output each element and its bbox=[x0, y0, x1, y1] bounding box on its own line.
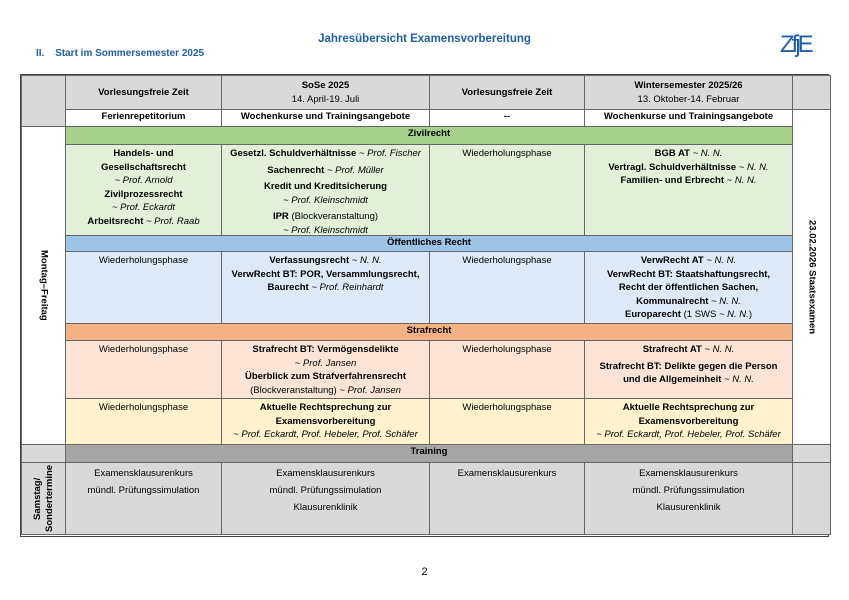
strafrecht-col2 bbox=[221, 340, 430, 399]
strafrecht-col4 bbox=[584, 340, 793, 399]
course-title: Kommunalrecht bbox=[636, 295, 709, 307]
training-col1 bbox=[65, 462, 222, 535]
training-item: Examensklausurenkurs bbox=[276, 468, 375, 479]
zivilrecht-col4 bbox=[584, 144, 793, 236]
lecturer: ~ Prof. Eckardt, Prof. Hebeler, Prof. Schäfer bbox=[596, 429, 781, 440]
rechtsprechung-col3: Wiederholungsphase bbox=[429, 398, 585, 445]
training-col4 bbox=[584, 462, 793, 535]
header-right-corner bbox=[792, 75, 831, 110]
course-title: BGB AT bbox=[654, 148, 690, 159]
training-col2 bbox=[221, 462, 430, 535]
course-title: Zivilprozessrecht bbox=[104, 188, 183, 200]
course-title: Examensvorbereitung bbox=[638, 415, 739, 427]
course-title: Handels- und bbox=[113, 148, 174, 159]
side-label-weekend-text: Samstag/ Sondertermine bbox=[31, 464, 55, 533]
lecturer: ~ N. N. bbox=[718, 309, 749, 320]
lecturer: ~ N. N. bbox=[704, 344, 735, 355]
header-col4 bbox=[584, 75, 793, 110]
lecturer: ~ Prof. Jansen bbox=[294, 357, 357, 369]
band-training: Training bbox=[65, 444, 793, 463]
header-col1: Vorlesungsfreie Zeit bbox=[65, 75, 222, 110]
zivilrecht-col1 bbox=[65, 144, 222, 236]
training-right-empty bbox=[792, 462, 831, 535]
course-title: Überblick zum Strafverfahrensrecht bbox=[244, 371, 407, 382]
training-item: Examensklausurenkurs bbox=[639, 468, 738, 479]
training-item: Klausurenklinik bbox=[293, 502, 358, 513]
document-title: Jahresübersicht Examensvorbereitung bbox=[318, 33, 531, 45]
subheader-col1: Ferienrepetitorium bbox=[65, 109, 222, 127]
lecturer: ~ N. N. bbox=[738, 161, 769, 173]
zfje-logo bbox=[780, 26, 814, 58]
subheader-col2: Wochenkurse und Trainingsangebote bbox=[221, 109, 430, 127]
course-title: Gesellschaftsrecht bbox=[100, 161, 186, 173]
course-note: (Blockveranstaltung) bbox=[291, 211, 379, 222]
course-title: Kredit und Kreditsicherung bbox=[264, 181, 387, 192]
course-title: Strafrecht BT: Vermögensdelikte bbox=[252, 344, 399, 355]
course-note: ) bbox=[748, 309, 752, 320]
side-label-weekend bbox=[21, 462, 66, 535]
lecturer: ~ Prof. Arnold bbox=[114, 175, 173, 186]
oeffentliches-recht-col4 bbox=[584, 251, 793, 324]
band-zivilrecht: Zivilrecht bbox=[65, 126, 793, 145]
lecturer: ~ Prof. Kleinschmidt bbox=[283, 224, 368, 236]
course-title: Baurecht bbox=[267, 282, 309, 293]
overview-table bbox=[20, 74, 829, 537]
side-label-weekday-text: Montag–Freitag bbox=[38, 250, 50, 321]
header-col2-title: SoSe 2025 bbox=[301, 80, 350, 91]
course-title: Examensvorbereitung bbox=[275, 415, 376, 427]
course-title: Recht der öffentlichen Sachen, bbox=[618, 282, 759, 293]
course-title: Aktuelle Rechtsprechung zur bbox=[259, 402, 392, 413]
training-item: mündl. Prüfungssimulation bbox=[632, 485, 745, 496]
header-col3: Vorlesungsfreie Zeit bbox=[429, 75, 585, 110]
band-oeffentliches-recht: Öffentliches Recht bbox=[65, 235, 793, 252]
training-right-corner bbox=[792, 444, 831, 463]
lecturer: ~ N. N. bbox=[692, 148, 723, 159]
lecturer: ~ N. N. bbox=[351, 255, 382, 266]
corner-cell bbox=[21, 75, 66, 127]
side-label-exam bbox=[792, 109, 831, 445]
course-title: VerwRecht BT: POR, Versammlungsrecht, bbox=[231, 268, 420, 280]
header-col4-title: Wintersemester 2025/26 bbox=[634, 80, 743, 91]
training-item: mündl. Prüfungssimulation bbox=[269, 485, 382, 496]
zivilrecht-col3: Wiederholungsphase bbox=[429, 144, 585, 236]
course-title: VerwRecht AT bbox=[640, 255, 704, 266]
lecturer: ~ Prof. Kleinschmidt bbox=[283, 194, 368, 206]
lecturer: ~ Prof. Eckardt, Prof. Hebeler, Prof. Schäfer bbox=[233, 429, 418, 440]
strafrecht-col3: Wiederholungsphase bbox=[429, 340, 585, 399]
subheader-col3: -- bbox=[429, 109, 585, 127]
header-col2 bbox=[221, 75, 430, 110]
rechtsprechung-col1: Wiederholungsphase bbox=[65, 398, 222, 445]
course-title: Strafrecht AT bbox=[642, 344, 702, 355]
training-left-corner bbox=[21, 444, 66, 463]
course-title: Strafrecht BT: Delikte gegen die Person bbox=[599, 360, 778, 372]
course-title: Gesetzl. Schuldverhältnisse bbox=[230, 148, 357, 159]
lecturer: ~ Prof. Raab bbox=[146, 215, 200, 227]
course-title: IPR bbox=[272, 211, 289, 222]
strafrecht-col1: Wiederholungsphase bbox=[65, 340, 222, 399]
course-title: Familien- und Erbrecht bbox=[620, 175, 724, 186]
lecturer: ~ Prof. Jansen bbox=[339, 384, 401, 396]
training-item: Klausurenklinik bbox=[656, 502, 721, 513]
section-number: II. bbox=[36, 48, 45, 59]
course-title: Verfassungsrecht bbox=[269, 255, 350, 266]
lecturer: ~ N. N. bbox=[711, 295, 741, 307]
training-item: Examensklausurenkurs bbox=[457, 468, 557, 479]
course-title: Sachenrecht bbox=[267, 164, 325, 176]
lecturer: ~ Prof. Eckardt bbox=[111, 202, 176, 213]
training-col3 bbox=[429, 462, 585, 535]
lecturer: ~ Prof. Müller bbox=[326, 164, 384, 176]
band-strafrecht: Strafrecht bbox=[65, 323, 793, 341]
lecturer: ~ N. N. bbox=[726, 175, 757, 186]
training-item: mündl. Prüfungssimulation bbox=[87, 485, 200, 496]
side-label-exam-text: 23.02.2026 Staatsexamen bbox=[806, 219, 818, 335]
header-col2-dates: 14. April-19. Juli bbox=[291, 93, 360, 105]
section-heading bbox=[36, 48, 204, 59]
side-label-weekday bbox=[21, 126, 66, 445]
logo-text: ZfjE bbox=[780, 31, 811, 58]
lecturer: ~ Prof. Reinhardt bbox=[311, 282, 384, 293]
header-col4-dates: 13. Oktober-14. Februar bbox=[637, 93, 740, 105]
oeffentliches-recht-col1: Wiederholungsphase bbox=[65, 251, 222, 324]
course-title: Europarecht bbox=[625, 309, 681, 320]
training-item: Examensklausurenkurs bbox=[94, 468, 193, 479]
lecturer: ~ N. N. bbox=[706, 255, 737, 266]
rechtsprechung-col4 bbox=[584, 398, 793, 445]
page-number: 2 bbox=[421, 566, 428, 578]
zivilrecht-col2 bbox=[221, 144, 430, 236]
subheader-col4: Wochenkurse und Trainingsangebote bbox=[584, 109, 793, 127]
lecturer: ~ Prof. Fischer bbox=[358, 148, 421, 159]
course-title: Vertragl. Schuldverhältnisse bbox=[608, 161, 737, 173]
oeffentliches-recht-col2 bbox=[221, 251, 430, 324]
course-title: und die Allgemeinheit bbox=[623, 374, 722, 385]
rechtsprechung-col2 bbox=[221, 398, 430, 445]
course-note: (1 SWS bbox=[683, 309, 717, 320]
oeffentliches-recht-col3: Wiederholungsphase bbox=[429, 251, 585, 324]
course-title: Arbeitsrecht bbox=[87, 215, 144, 227]
course-note: (Blockveranstaltung) bbox=[250, 384, 337, 396]
course-title: Aktuelle Rechtsprechung zur bbox=[622, 402, 755, 413]
section-label: Start im Sommersemester 2025 bbox=[55, 48, 205, 59]
course-title: VerwRecht BT: Staatshaftungsrecht, bbox=[606, 268, 771, 280]
lecturer: ~ N. N. bbox=[724, 374, 754, 385]
